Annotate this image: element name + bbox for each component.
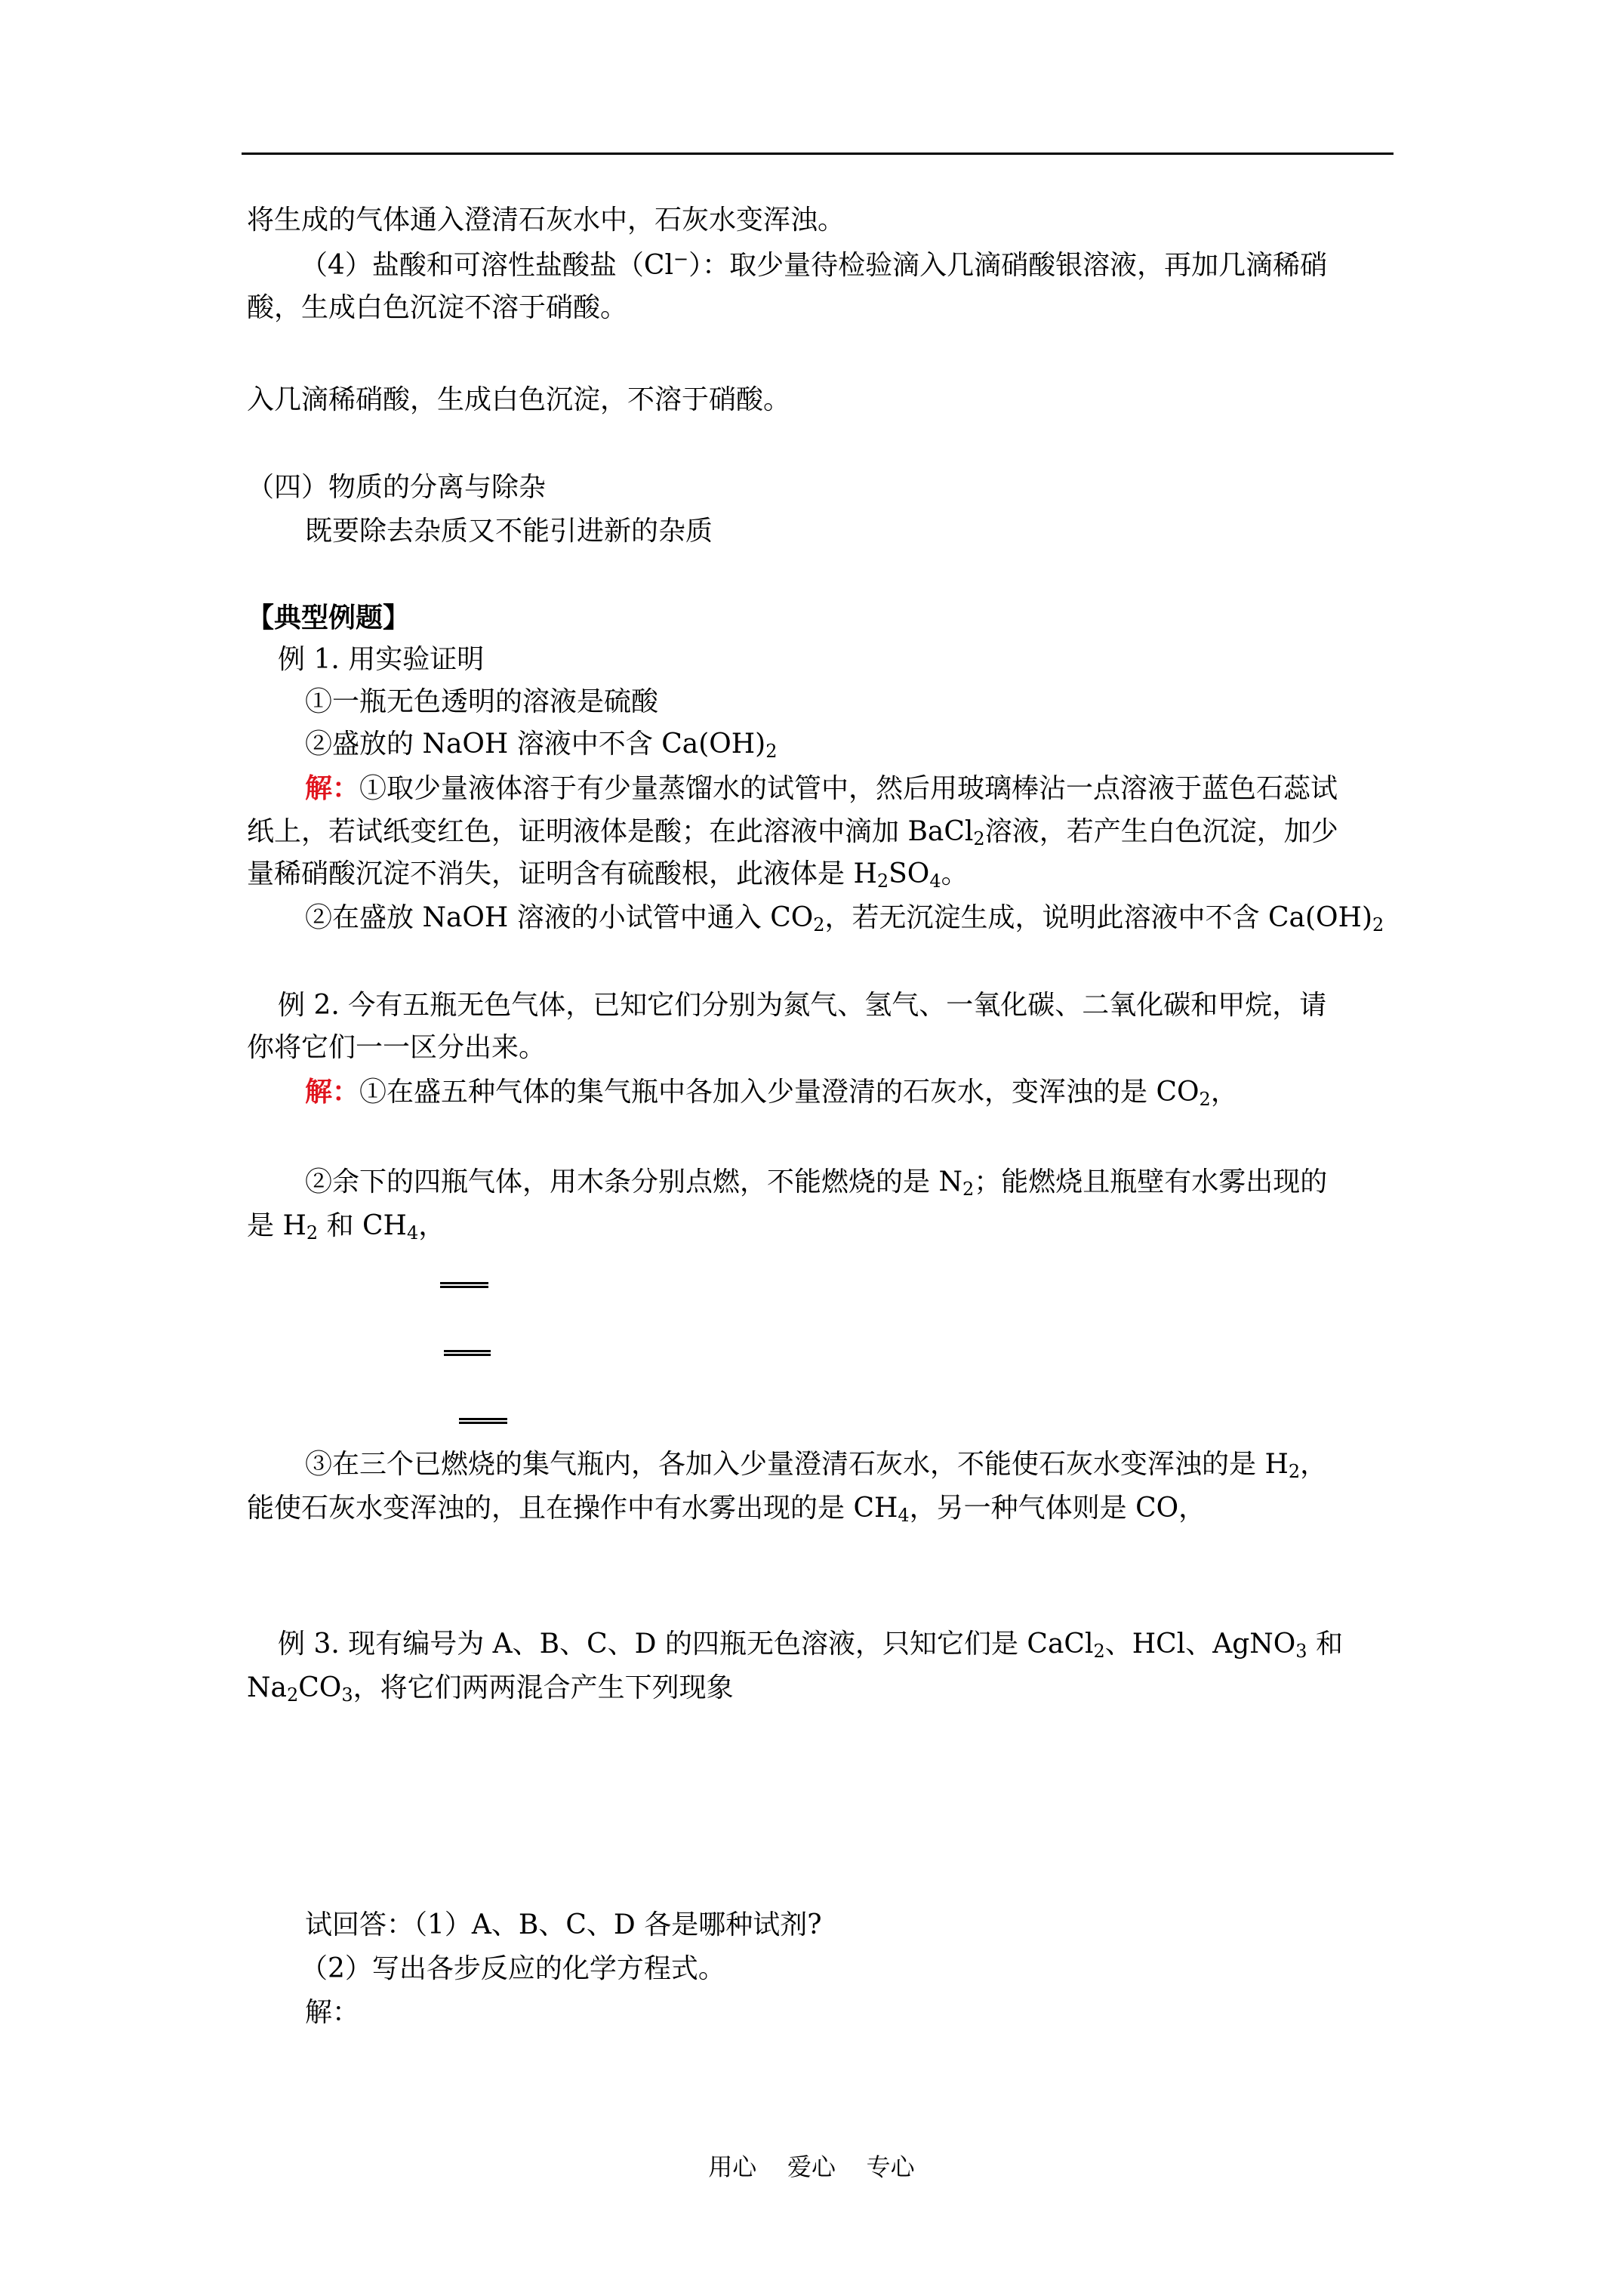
text-line: 解：①取少量液体溶于有少量蒸馏水的试管中，然后用玻璃棒沾一点溶液于蓝色石蕊试 <box>305 772 1338 804</box>
solution-label: 解： <box>305 772 360 804</box>
question-line: （2）写出各步反应的化学方程式。 <box>300 1953 725 1984</box>
text-line: ②余下的四瓶气体，用木条分别点燃，不能燃烧的是 $N_2$；能燃烧且瓶壁有水雾出现的 <box>305 1166 1328 1200</box>
example-title: 例 3. 现有编号为 A、B、C、D 的四瓶无色溶液，只知它们是 CaCl$_2$、HCl、AgNO$_3$ 和 <box>278 1629 1344 1662</box>
text-line: ①一瓶无色透明的溶液是硫酸 <box>305 686 659 717</box>
text-line: ②在盛放 NaOH 溶液的小试管中通入 $CO_2$，若无沉淀生成，说明此溶液中不含 $Ca(OH)_2$ <box>305 902 1384 935</box>
text-line: 是 $H_2$ 和 $CH_4$， <box>247 1210 446 1244</box>
equation-equals-sign <box>444 1350 491 1356</box>
section-heading: 【典型例题】 <box>247 602 411 633</box>
question-line: 试回答：（1）A、B、C、D 各是哪种试剂? <box>305 1909 822 1940</box>
example-title: 例 1. 用实验证明 <box>278 644 485 675</box>
page-footer: 用心 爱心 专心 <box>708 2153 915 2181</box>
equation-equals-sign <box>440 1282 488 1288</box>
text-line: ②盛放的 NaOH 溶液中不含 $Ca(OH)_2$ <box>305 729 778 762</box>
equation-equals-sign <box>459 1418 507 1424</box>
text-line: 解：①在盛五种气体的集气瓶中各加入少量澄清的石灰水，变浑浊的是 $CO_2$， <box>305 1076 1238 1110</box>
answer-label: 解： <box>305 1997 360 2028</box>
text-line: 将生成的气体通入澄清石灰水中，石灰水变浑浊。 <box>247 205 845 236</box>
example-title: 例 2. 今有五瓶无色气体，已知它们分别为氮气、氢气、一氧化碳、二氧化碳和甲烷，请 <box>278 990 1327 1021</box>
text-line: 酸，生成白色沉淀不溶于硝酸。 <box>247 292 628 323</box>
text-line: 量稀硝酸沉淀不消失，证明含有硫酸根，此液体是 $H_2SO_4$。 <box>247 858 969 892</box>
text-line: 既要除去杂质又不能引进新的杂质 <box>305 516 713 547</box>
text-line: 入几滴稀硝酸，生成白色沉淀，不溶于硝酸。 <box>247 384 791 415</box>
text-line: ③在三个已燃烧的集气瓶内，各加入少量澄清石灰水，不能使石灰水变浑浊的是 $H_2$， <box>305 1449 1328 1482</box>
text-line: （4）盐酸和可溶性盐酸盐（Cl−）：取少量待检验滴入几滴硝酸银溶液，再加几滴稀硝 <box>300 248 1328 281</box>
header-rule <box>242 153 1394 155</box>
solution-label: 解： <box>305 1076 360 1108</box>
text-line: 你将它们一一区分出来。 <box>247 1032 547 1063</box>
section-title: （四）物质的分离与除杂 <box>247 472 547 503</box>
text-line: $Na_2CO_3$，将它们两两混合产生下列现象 <box>247 1672 734 1706</box>
text-line: 纸上，若试纸变红色，证明液体是酸；在此溶液中滴加 BaCl$_2$溶液，若产生白色沉淀，加少 <box>247 816 1338 849</box>
text-line: 能使石灰水变浑浊的，且在操作中有水雾出现的是 $CH_4$，另一种气体则是 CO， <box>247 1493 1206 1526</box>
